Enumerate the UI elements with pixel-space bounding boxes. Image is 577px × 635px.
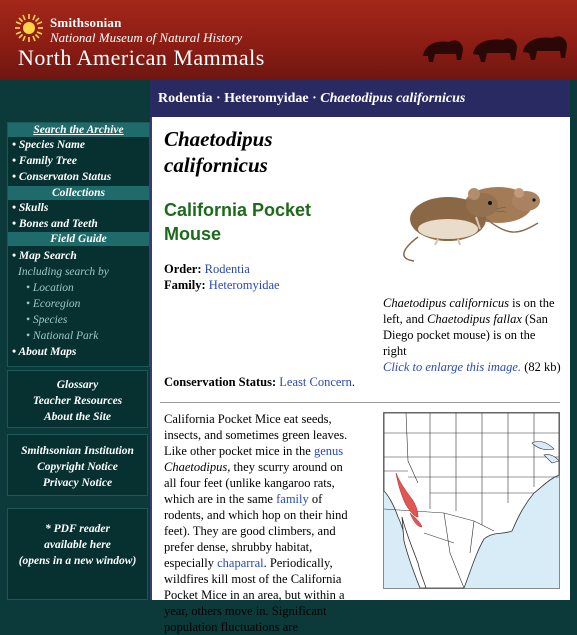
glossary-link[interactable]: Glossary [56, 379, 99, 391]
genus-link[interactable]: genus [313, 444, 344, 458]
photo-caption [383, 295, 561, 375]
musk-ox-silhouette-icon [419, 24, 569, 74]
breadcrumb-separator: · [308, 91, 321, 106]
sidebar-item-bones-teeth[interactable]: • Bones and Teeth [12, 218, 98, 230]
pocket-mice-photo[interactable] [388, 157, 548, 267]
privacy-notice-link[interactable]: Privacy Notice [42, 477, 113, 489]
pdf-reader-link[interactable]: * PDF reader [45, 523, 110, 535]
breadcrumb-species: Chaetodipus californicus [320, 91, 466, 106]
search-archive-heading[interactable]: Search the Archive [8, 123, 149, 137]
caption-text-end: (San Diego pocket mouse) is on the right [383, 312, 548, 358]
conservation-line [164, 375, 355, 390]
breadcrumb-separator: · [212, 91, 225, 106]
including-search-text: Including search by [18, 266, 109, 278]
sidebar-item-label: Species [32, 314, 68, 326]
sidebar-item-ecoregion[interactable]: • Ecoregion [26, 298, 81, 310]
family-link[interactable]: Heteromyidae [208, 278, 280, 292]
pdf-reader-section [7, 508, 148, 600]
caption-species-2: Chaetodipus fallax [427, 312, 522, 326]
caption-text: is on the left, and [383, 296, 555, 326]
sidebar-item-national-park[interactable]: • National Park [26, 330, 99, 342]
pdf-reader-link-line2[interactable]: available here [44, 539, 111, 551]
divider [160, 402, 560, 403]
copyright-notice-link[interactable]: Copyright Notice [37, 461, 118, 473]
sidebar-item-label: Conservaton Status [18, 171, 112, 183]
breadcrumb-order[interactable]: Rodentia [158, 91, 213, 106]
sidebar-item-label: Map Search [18, 250, 77, 262]
sidebar-item-location[interactable]: • Location [26, 282, 74, 294]
sidebar-item-label: Species Name [18, 139, 86, 151]
sidebar-item-label: Family Tree [18, 155, 77, 167]
sidebar-item-species[interactable]: • Species [26, 314, 68, 326]
info-links-section [7, 370, 148, 428]
genus-name: Chaetodipus, [164, 460, 231, 474]
sidebar-item-label: Location [32, 282, 74, 294]
order-link[interactable]: Rodentia [204, 262, 250, 276]
field-guide-heading: Field Guide [8, 232, 149, 246]
image-size: (82 kb) [521, 360, 561, 374]
enlarge-image-link[interactable]: Click to enlarge this image. [383, 360, 522, 374]
smithsonian-sun-icon[interactable] [14, 13, 44, 43]
sidebar-item-species-name[interactable]: • Species Name [12, 139, 86, 151]
conservation-label: Conservation Status: [164, 375, 277, 389]
site-title[interactable]: North American Mammals [18, 45, 265, 70]
description-text [164, 411, 358, 635]
range-map[interactable] [383, 412, 560, 589]
common-name-heading: California Pocket Mouse [164, 200, 312, 244]
legal-links-section [7, 434, 148, 496]
smithsonian-institution-link[interactable]: Smithsonian Institution [21, 445, 134, 457]
pdf-reader-link-line3[interactable]: (opens in a new window) [18, 555, 137, 567]
sidebar-item-conservation-status[interactable]: • Conservaton Status [12, 171, 112, 183]
museum-name[interactable]: National Museum of Natural History [50, 30, 243, 45]
site-header [0, 0, 577, 82]
sidebar-item-label: National Park [32, 330, 99, 342]
conservation-link[interactable]: Least Concern [279, 375, 352, 389]
sidebar-item-label: Ecoregion [32, 298, 81, 310]
description-part: California Pocket Mice eat seeds, insects, and sometimes green leaves. Like other pocket mice in the [164, 412, 348, 458]
sidebar-item-about-maps[interactable]: • About Maps [12, 346, 77, 358]
breadcrumb [150, 80, 570, 117]
chaparral-link[interactable]: chaparral [217, 556, 264, 570]
sidebar-item-label: About Maps [18, 346, 77, 358]
description-part: of rodents, and which hop on their hind feet). They are good climbers, and prefer dense, shrubby habitat, especially [164, 492, 348, 570]
sidebar-item-label: Bones and Teeth [18, 218, 98, 230]
family-label: Family: [164, 278, 206, 292]
conservation-period: . [351, 375, 355, 389]
org-name[interactable]: Smithsonian [50, 15, 122, 30]
page-title: Chaetodipus californicus [164, 127, 273, 177]
sidebar-item-label: Skulls [18, 202, 49, 214]
family-glossary-link[interactable]: family [276, 492, 309, 506]
breadcrumb-family[interactable]: Heteromyidae [224, 91, 309, 106]
family-line [164, 278, 280, 293]
collections-heading: Collections [8, 186, 149, 200]
main-content [150, 117, 570, 634]
page-edge [570, 80, 577, 600]
field-guide-section [7, 248, 150, 367]
sidebar-item-map-search[interactable]: • Map Search [12, 250, 77, 262]
order-line [164, 262, 250, 277]
teacher-resources-link[interactable]: Teacher Resources [32, 395, 123, 407]
sidebar-item-skulls[interactable]: • Skulls [12, 202, 49, 214]
description-part: they scurry around on all four feet (unlike kangaroo rats, which are in the same [164, 460, 343, 506]
description-part: . Periodically, wildfires kill most of the California Pocket Mice in an area, but within a year, others move in. Significant population fluctuations are [164, 556, 345, 634]
sidebar [0, 80, 150, 600]
archive-section [7, 122, 150, 264]
caption-species-1: Chaetodipus californicus [383, 296, 510, 310]
sidebar-item-family-tree[interactable]: • Family Tree [12, 155, 77, 167]
order-label: Order: [164, 262, 202, 276]
about-site-link[interactable]: About the Site [43, 411, 112, 423]
